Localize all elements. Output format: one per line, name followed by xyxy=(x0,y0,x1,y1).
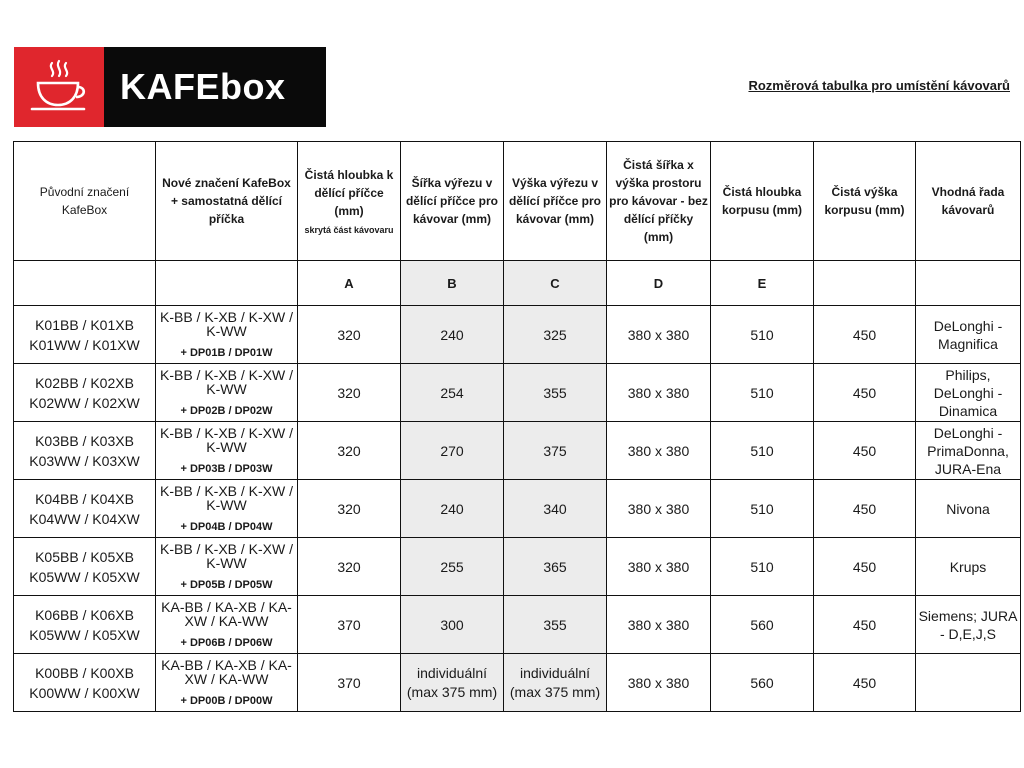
header-cutout-width: Šířka výřezu v dělící příčce pro kávovar (mm) xyxy=(401,142,504,261)
clear-space-cell: 380 x 380 xyxy=(607,596,711,654)
table-row xyxy=(14,364,1021,422)
new-code-cell: KA-BB / KA-XB / KA-XW / KA-WW + DP06B / DP06W xyxy=(156,596,298,654)
series-cell: Philips, DeLonghi - Dinamica xyxy=(916,364,1021,422)
body-height-cell: 450 xyxy=(814,422,916,480)
clear-space-cell: 380 x 380 xyxy=(607,480,711,538)
new-code-cell: KA-BB / KA-XB / KA-XW / KA-WW + DP00B / DP00W xyxy=(156,654,298,712)
body-height-cell: 450 xyxy=(814,480,916,538)
logo-text-panel xyxy=(104,47,326,127)
cutout-height-cell: 365 xyxy=(504,538,607,596)
new-code-cell: K-BB / K-XB / K-XW / K-WW + DP03B / DP03W xyxy=(156,422,298,480)
original-code-cell: K03BB / K03XB K03WW / K03XW xyxy=(14,422,156,480)
body-depth-cell: 510 xyxy=(711,364,814,422)
brand-name: KAFEbox xyxy=(120,66,286,107)
header-new-code: Nové značení KafeBox + samostatná dělící příčka xyxy=(156,142,298,261)
table-row xyxy=(14,306,1021,364)
table-row xyxy=(14,422,1021,480)
depth-cell: 320 xyxy=(298,422,401,480)
original-code-cell: K06BB / K06XB K05WW / K05XW xyxy=(14,596,156,654)
cutout-height-cell: 355 xyxy=(504,364,607,422)
cutout-width-cell: 254 xyxy=(401,364,504,422)
table-row xyxy=(14,480,1021,538)
body-height-cell: 450 xyxy=(814,596,916,654)
clear-space-cell: 380 x 380 xyxy=(607,422,711,480)
letter-cell xyxy=(14,261,156,306)
body-depth-cell: 560 xyxy=(711,596,814,654)
series-cell: DeLonghi - Magnifica xyxy=(916,306,1021,364)
column-letter-row xyxy=(14,261,1021,306)
letter-cell xyxy=(916,261,1021,306)
series-cell: Siemens; JURA - D,E,J,S xyxy=(916,596,1021,654)
body-height-cell: 450 xyxy=(814,364,916,422)
original-code-cell: K05BB / K05XB K05WW / K05XW xyxy=(14,538,156,596)
letter-cell: C xyxy=(504,261,607,306)
depth-cell: 370 xyxy=(298,596,401,654)
header-depth-note: skrytá část kávovaru xyxy=(304,225,394,235)
body-depth-cell: 510 xyxy=(711,480,814,538)
depth-cell: 320 xyxy=(298,480,401,538)
cutout-height-cell: 325 xyxy=(504,306,607,364)
letter-cell xyxy=(814,261,916,306)
new-code-cell: K-BB / K-XB / K-XW / K-WW + DP01B / DP01W xyxy=(156,306,298,364)
cutout-height-cell: individuální (max 375 mm) xyxy=(504,654,607,712)
header-machine-series: Vhodná řada kávovarů xyxy=(916,142,1021,261)
header-cutout-height: Výška výřezu v dělící příčce pro kávovar (mm) xyxy=(504,142,607,261)
new-code-cell: K-BB / K-XB / K-XW / K-WW + DP02B / DP02W xyxy=(156,364,298,422)
letter-cell: D xyxy=(607,261,711,306)
header-depth-to-divider: Čistá hloubka k dělící příčce (mm) skrytá část kávovaru xyxy=(298,142,401,261)
series-cell: Krups xyxy=(916,538,1021,596)
depth-cell: 320 xyxy=(298,364,401,422)
original-code-cell: K04BB / K04XB K04WW / K04XW xyxy=(14,480,156,538)
clear-space-cell: 380 x 380 xyxy=(607,364,711,422)
depth-cell: 320 xyxy=(298,538,401,596)
document-title: Rozměrová tabulka pro umístění kávovarů xyxy=(748,78,1010,93)
cutout-height-cell: 340 xyxy=(504,480,607,538)
header-body-depth: Čistá hloubka korpusu (mm) xyxy=(711,142,814,261)
cutout-height-cell: 355 xyxy=(504,596,607,654)
table-row xyxy=(14,596,1021,654)
header-body-height: Čistá výška korpusu (mm) xyxy=(814,142,916,261)
body-height-cell: 450 xyxy=(814,654,916,712)
cutout-width-cell: individuální (max 375 mm) xyxy=(401,654,504,712)
depth-cell: 320 xyxy=(298,306,401,364)
cutout-height-cell: 375 xyxy=(504,422,607,480)
body-depth-cell: 560 xyxy=(711,654,814,712)
cutout-width-cell: 300 xyxy=(401,596,504,654)
series-cell: DeLonghi - PrimaDonna, JURA-Ena xyxy=(916,422,1021,480)
body-depth-cell: 510 xyxy=(711,538,814,596)
body-height-cell: 450 xyxy=(814,538,916,596)
series-cell: Nivona xyxy=(916,480,1021,538)
original-code-cell: K01BB / K01XB K01WW / K01XW xyxy=(14,306,156,364)
original-code-cell: K02BB / K02XB K02WW / K02XW xyxy=(14,364,156,422)
letter-cell xyxy=(156,261,298,306)
new-code-cell: K-BB / K-XB / K-XW / K-WW + DP05B / DP05W xyxy=(156,538,298,596)
new-code-cell: K-BB / K-XB / K-XW / K-WW + DP04B / DP04W xyxy=(156,480,298,538)
cutout-width-cell: 240 xyxy=(401,480,504,538)
coffee-cup-icon xyxy=(28,59,90,115)
header-clear-space: Čistá šířka x výška prostoru pro kávovar - bez dělící příčky (mm) xyxy=(607,142,711,261)
letter-cell: B xyxy=(401,261,504,306)
clear-space-cell: 380 x 380 xyxy=(607,538,711,596)
header-original-code: Původní značení KafeBox xyxy=(14,142,156,261)
clear-space-cell: 380 x 380 xyxy=(607,654,711,712)
letter-cell: E xyxy=(711,261,814,306)
body-depth-cell: 510 xyxy=(711,306,814,364)
series-cell xyxy=(916,654,1021,712)
depth-cell: 370 xyxy=(298,654,401,712)
body-height-cell: 450 xyxy=(814,306,916,364)
dimension-table xyxy=(13,141,1021,712)
original-code-cell: K00BB / K00XB K00WW / K00XW xyxy=(14,654,156,712)
cutout-width-cell: 255 xyxy=(401,538,504,596)
table-row xyxy=(14,538,1021,596)
table-row xyxy=(14,654,1021,712)
logo-icon-panel xyxy=(14,47,104,127)
clear-space-cell: 380 x 380 xyxy=(607,306,711,364)
letter-cell: A xyxy=(298,261,401,306)
body-depth-cell: 510 xyxy=(711,422,814,480)
cutout-width-cell: 270 xyxy=(401,422,504,480)
cutout-width-cell: 240 xyxy=(401,306,504,364)
brand-logo xyxy=(14,47,326,127)
